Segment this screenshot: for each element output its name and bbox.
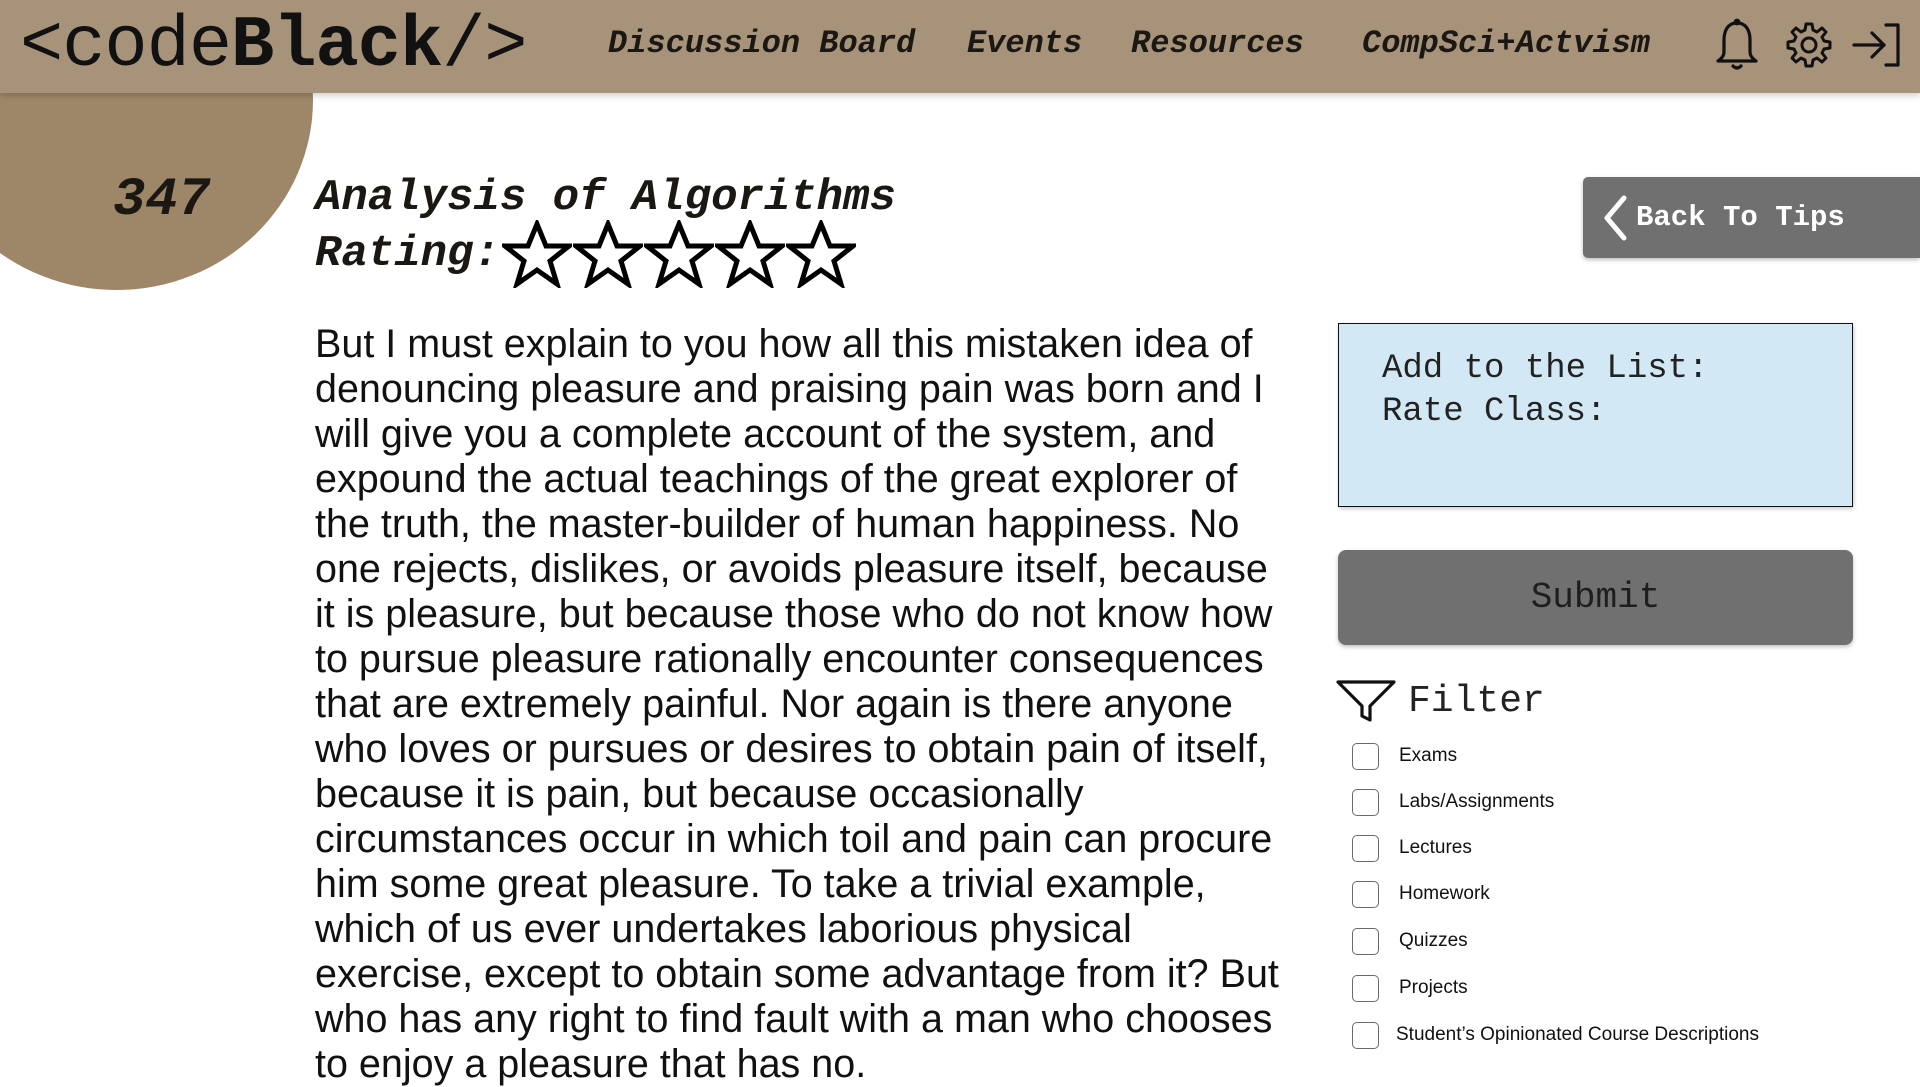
checkbox[interactable] [1352,928,1379,955]
star-icon-4[interactable] [715,220,785,288]
submit-button[interactable]: Submit [1338,550,1853,645]
logo-brand: Black [231,5,443,87]
checkbox[interactable] [1352,881,1379,908]
filter-option-projects[interactable] [1352,973,1468,1003]
star-icon-5[interactable] [786,220,856,288]
chevron-left-icon [1600,193,1630,243]
rating-label: Rating: [315,229,500,279]
filter-option-label: Student’s Opinionated Course Descriptions [1396,1024,1759,1045]
filter-option-label: Homework [1399,883,1490,904]
checkbox[interactable] [1352,1022,1379,1049]
star-icon-3[interactable] [644,220,714,288]
top-nav-bar [0,0,1920,93]
filter-option-label: Labs/Assignments [1399,791,1555,812]
logo-close-tag: /> [442,5,527,87]
checkbox[interactable] [1352,743,1379,770]
post-number: 347 [113,170,211,231]
post-body: But I must explain to you how all this mistaken idea of denouncing pleasure and praising pain was born and I will give you a complete account of the system, and expound the actual teachings of the great explorer of the truth, the master-builder of human happiness. No one rejects, dislikes, or avoids pleasure itself, because it is pleasure, but because those who do not know how to pursue pleasure rationally encounter consequences that are extremely painful. Nor again is there anyone who loves or pursues or desires to obtain pain of itself, because it is pain, but because occasionally circumstances occur in which toil and pain can procure him some great pleasure. To take a trivial example, which of us ever undertakes laborious physical exercise, except to obtain some advantage from it? But who has any right to find fault with a man who chooses to enjoy a pleasure that has no. [315,322,1279,1086]
nav-discussion-board[interactable]: Discussion Board [608,25,916,62]
add-to-list-label: Add to the List: [1382,350,1709,388]
filter-option-labs-assignments[interactable] [1352,787,1554,817]
filter-icon [1336,678,1396,724]
star-rating[interactable] [502,220,857,288]
nav-events[interactable]: Events [967,25,1083,62]
login-icon[interactable] [1852,14,1904,76]
nav-compsci-activism[interactable]: CompSci+Actvism [1362,25,1651,62]
back-to-tips-label: Back To Tips [1636,201,1845,234]
filter-option-label: Projects [1399,977,1468,998]
filter-option-quizzes[interactable] [1352,926,1468,956]
filter-option-label: Lectures [1399,837,1472,858]
rate-class-label: Rate Class: [1382,393,1607,431]
checkbox[interactable] [1352,975,1379,1002]
filter-option-label: Quizzes [1399,930,1468,951]
star-icon-2[interactable] [573,220,643,288]
nav-resources[interactable]: Resources [1131,25,1304,62]
filter-option-student-opinionated-course-descriptions[interactable] [1352,1020,1759,1050]
filter-header [1336,678,1545,724]
filter-option-exams[interactable] [1352,741,1457,771]
filter-option-homework[interactable] [1352,879,1490,909]
bell-icon[interactable] [1711,14,1763,76]
filter-option-label: Exams [1399,745,1458,766]
filter-option-lectures[interactable] [1352,833,1472,863]
page-title: Analysis of Algorithms [315,173,896,223]
back-to-tips-button[interactable] [1583,177,1920,258]
checkbox[interactable] [1352,835,1379,862]
rating-row [315,222,857,286]
filter-title: Filter [1408,679,1545,723]
checkbox[interactable] [1352,789,1379,816]
add-to-list-box[interactable] [1338,323,1853,507]
star-icon-1[interactable] [502,220,572,288]
logo-open-tag: <code [20,5,232,87]
site-logo[interactable] [20,2,527,90]
gear-icon[interactable] [1783,14,1835,76]
